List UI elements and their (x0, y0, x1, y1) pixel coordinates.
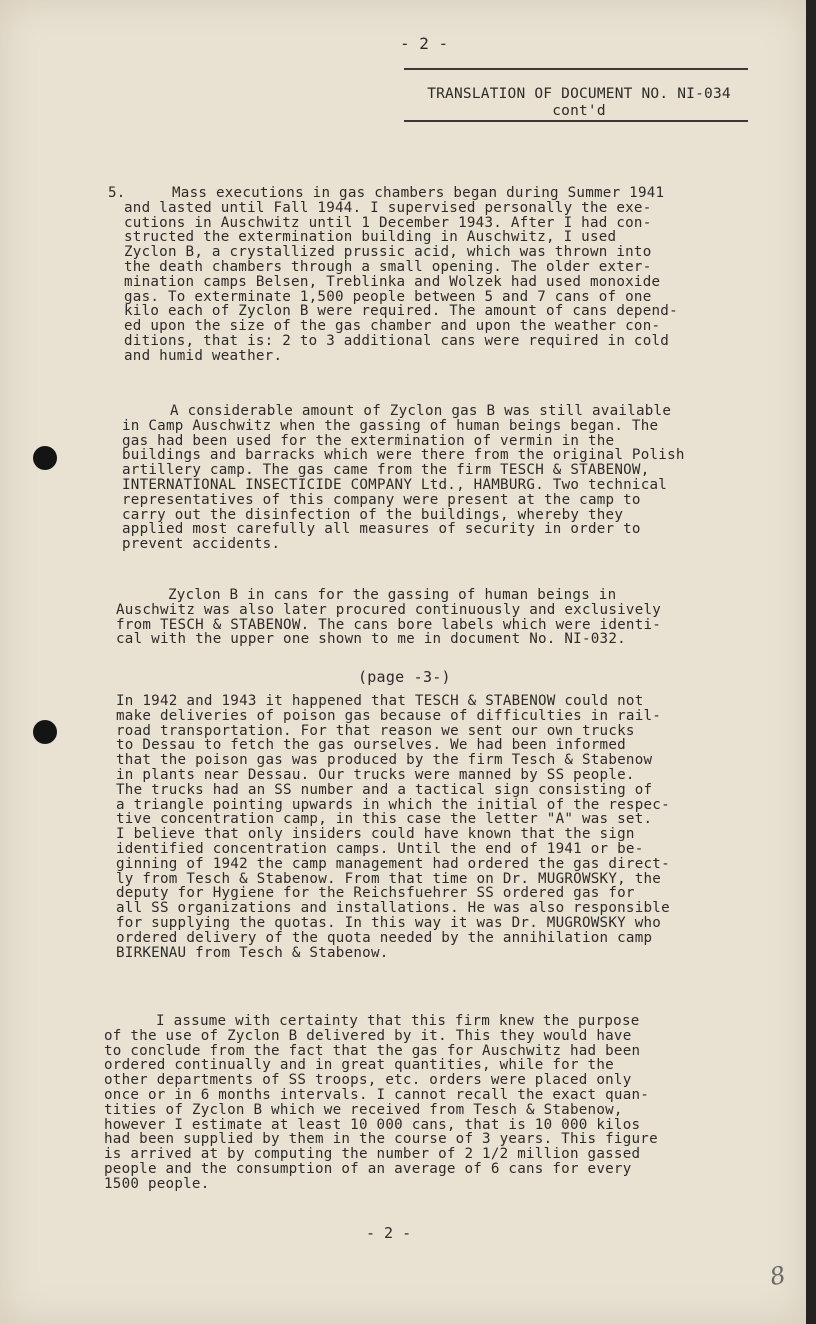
punch-hole-lower (33, 720, 57, 744)
item-number: 5. (108, 185, 126, 201)
document-title: TRANSLATION OF DOCUMENT NO. NI-034 (427, 86, 731, 102)
punch-hole-upper (33, 446, 57, 470)
pencil-mark: 8 (767, 1260, 789, 1292)
header-rule-top (404, 68, 748, 70)
paragraph-tesch-procurement: Zyclon B in cans for the gassing of human beings in Auschwitz was also later procured continuously and exclusively from TESCH & STABENOW. The cans bore labels which were identi- cal with the upper one shown to me in document No. NI-032. (116, 587, 662, 648)
paragraph-truck-transport: In 1942 and 1943 it happened that TESCH & STABENOW could not make deliveries of poison gas because of difficulties in rail- road transportation. For that reason we sent our own trucks to Dessau to fetch the gas ourselves. We had been informed that the poison gas was produced by the firm Tesch & Stabenow in plants near Dessau. Our trucks were manned by SS people. The trucks had an SS number and a tactical sign consisting of a triangle pointing upwards in which the initial of the respec- tive concentration camp, in this case the letter "A" was set. I believe that only insiders could have known that the sign identified concentration camps. Until the end of 1941 or be- ginning of 1942 the camp management had ordered the gas direct- ly from Tesch & Stabenow. From that time on Dr. MUGROWSKY, the deputy for Hygiene for the Reichsfuehrer SS ordered gas for all SS organizations and installations. He was also responsible for supplying the quotas. In this way it was Dr. MUGROWSKY who ordered delivery of the quota needed by the annihilation camp BIRKENAU from Tesch & Stabenow. (116, 693, 670, 961)
document-subtitle: cont'd (552, 103, 606, 119)
page-marker: (page -3-) (358, 668, 451, 686)
paragraph-firm-knowledge: I assume with certainty that this firm knew the purpose of the use of Zyclon B delivered by it. This they would have to conclude from the fact that the gas for Auschwitz had been ordered continually and in great quantities, while for the other departments of SS troops, etc. orders were placed only once or in 6 months intervals. I cannot recall the exact quan- tities of Zyclon B which we received from Tesch & Stabenow, however I estimate at least 10 000 cans, that is 10 000 kilos had been supplied by them in the course of 3 years. This figure is arrived at by computing the number of 2 1/2 million gassed people and the consumption of an average of 6 cans for every 1500 people. (104, 1013, 658, 1192)
top-page-number: - 2 - (400, 34, 449, 53)
paragraph-zyclon-availability: A considerable amount of Zyclon gas B was still available in Camp Auschwitz when the gassing of human beings began. The gas had been used for the extermination of vermin in the buildings and barracks which were there from the original Polish artillery camp. The gas came from the firm TESCH & STABENOW, INTERNATIONAL INSECTICIDE COMPANY Ltd., HAMBURG. Two technical representatives of this company were present at the camp to carry out the disinfection of the buildings, whereby they applied most carefully all measures of security in order to prevent accidents. (122, 403, 685, 553)
scan-background-edge (806, 0, 816, 1324)
bottom-page-number: - 2 - (366, 1224, 412, 1242)
paragraph-mass-executions: Mass executions in gas chambers began during Summer 1941 and lasted until Fall 1944. I supervised personally the exe- cutions in Auschwitz until 1 December 1943. After I had con- structed the extermination building in Auschwitz, I used Zyclon B, a crystallized prussic acid, which was thrown into the death chambers through a small opening. The older exter- mination camps Belsen, Treblinka and Wolzek had used monoxide gas. To exterminate 1,500 people between 5 and 7 cans of one kilo each of Zyclon B were required. The amount of cans depend- ed upon the size of the gas chamber and upon the weather con- ditions, that is: 2 to 3 additional cans were required in cold and humid weather. (124, 185, 678, 364)
document-title-block (406, 86, 752, 120)
header-rule-bottom (404, 120, 748, 122)
